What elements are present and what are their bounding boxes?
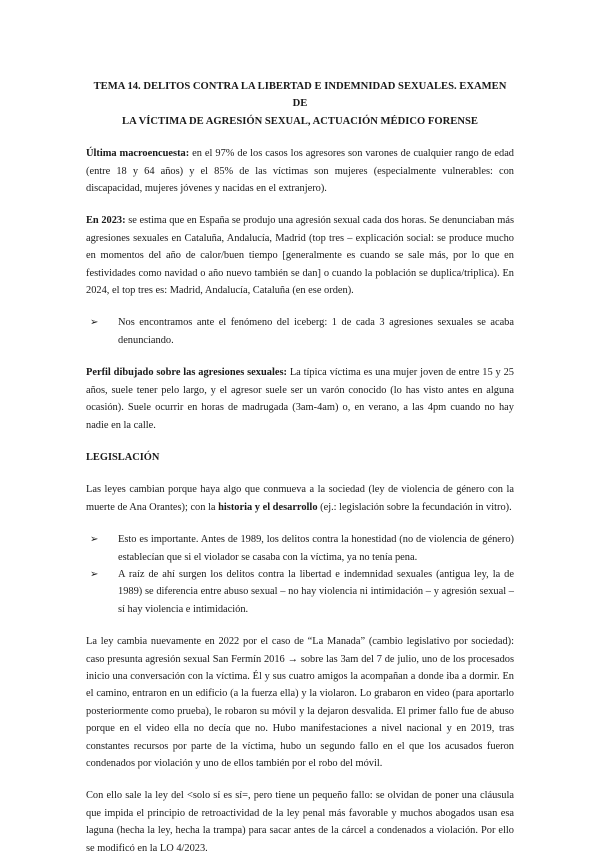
macroencuesta-label: Última macroencuesta: [86,148,190,160]
legislacion-bullet-1-text: Esto es importante. Antes de 1989, los delitos contra la honestidad (no de violencia de género) establecían que si el violador se casaba con la víctima, ya no tenía pena. [118,534,514,563]
iceberg-text: Nos encontramos ante el fenómeno del iceberg: 1 de cada 3 agresiones sexuales se acaba denunciando. [118,317,514,346]
year-2023-text: se estima que en España se produjo una agresión sexual cada dos horas. Se denunciaban más agresiones sexuales en Cataluña, Andalucía, Madrid (top tres – explicación social: se produce mucho en momentos del año de calor/buen tiempo [generalmente es cuando se sale más, por lo que en festividades como navidad o año nuevo también se dan] o cuando la población se duplica/triplica). En 2024, el top tres es: Madrid, Andalucía, Cataluña (en ese orden). [86,215,514,297]
paragraph-legislacion-intro [86,481,514,516]
arrow-bullet-icon: ➢ [90,317,99,329]
paragraph-macroencuesta [86,145,514,197]
iceberg-list [86,314,514,349]
legislacion-intro-bold: historia y el desarrollo [218,501,318,513]
legislacion-bullet-2 [86,566,514,618]
legislacion-bullet-1 [86,531,514,566]
perfil-text: La típica víctima es una mujer joven de entre 15 y 25 años, suele tener pelo largo, y el agresor suele ser un varón conocido (lo has visto antes en alguna ocasión). Suele ocurrir en horas de madrugada (3am-4am) o, en verano, a las 4pm cuando no hay nadie en la calle. [86,367,514,431]
legislacion-list [86,531,514,618]
paragraph-la-manada: La ley cambia nuevamente en 2022 por el caso de “La Manada” (cambio legislativo por sociedad): caso presunta agresión sexual San Fermín 2016 → sobre las 3am del 7 de julio, uno de los procesados inicio una conversación con la víctima. Él y sus cuatro amigos la acompañan a donde iba a dormir. En el camino, entraron en un edificio (a la fuerza ella) y la violaron. Lo grabaron en video (para aportarlo posteriormente como prueba), le robaron su móvil y la dejaron desvalida. El primer fallo fue de abuso porque en el video ella no decía que no. Hubo manifestaciones a nivel nacional y en 2019, tras constantes recursos por parte de la víctima, hubo un segundo fallo en el que los acusados fueron condenados por violación y uno de ellos también por el robo del móvil. [86,636,514,769]
title-line-2: LA VÍCTIMA DE AGRESIÓN SEXUAL, ACTUACIÓN MÉDICO FORENSE [122,115,478,127]
iceberg-bullet [86,314,514,349]
paragraph-perfil [86,364,514,434]
title-line-1: TEMA 14. DELITOS CONTRA LA LIBERTAD E INDEMNIDAD SEXUALES. EXAMEN DE [93,81,507,110]
perfil-label: Perfil dibujado sobre las agresiones sexuales: [86,367,287,379]
legislacion-intro-a: Las leyes cambian porque haya algo que conmueva a la sociedad (ley de violencia de género con la muerte de Ana Orantes); con la [86,484,514,513]
arrow-bullet-icon: ➢ [90,568,99,580]
paragraph-2023 [86,212,514,299]
year-2023-label: En 2023: [86,215,126,227]
section-heading-legislacion: LEGISLACIÓN [86,451,160,463]
legislacion-intro-b: (ej.: legislación sobre la fecundación in vitro). [317,501,512,513]
paragraph-solo-si-es-si: Con ello sale la ley del <solo sí es sí=, pero tiene un pequeño fallo: se olvidan de poner una cláusula que impida el principio de retroactividad de la ley penal más favorable y muchos abogados usan esa laguna (hecha la ley, hecha la trampa) para sacar antes de la cárcel a condenados a violación. Por ello se modificó en la LO 4/2023. [86,790,514,854]
document-title [86,78,514,130]
arrow-bullet-icon: ➢ [90,534,99,546]
legislacion-bullet-2-text: A raíz de ahí surgen los delitos contra la libertad e indemnidad sexuales (antigua ley, la de 1989) se diferencia entre abuso sexual – no hay violencia ni intimidación – y agresión sexual – sí hay violencia e intimidación. [118,568,514,615]
macroencuesta-text: en el 97% de los casos los agresores son varones de cualquier rango de edad (entre 18 y 64 años) y el 85% de las víctimas son mujeres (especialmente vulnerables: con discapacidad, mujeres jóvenes y nacidas en el extranjero). [86,148,514,195]
